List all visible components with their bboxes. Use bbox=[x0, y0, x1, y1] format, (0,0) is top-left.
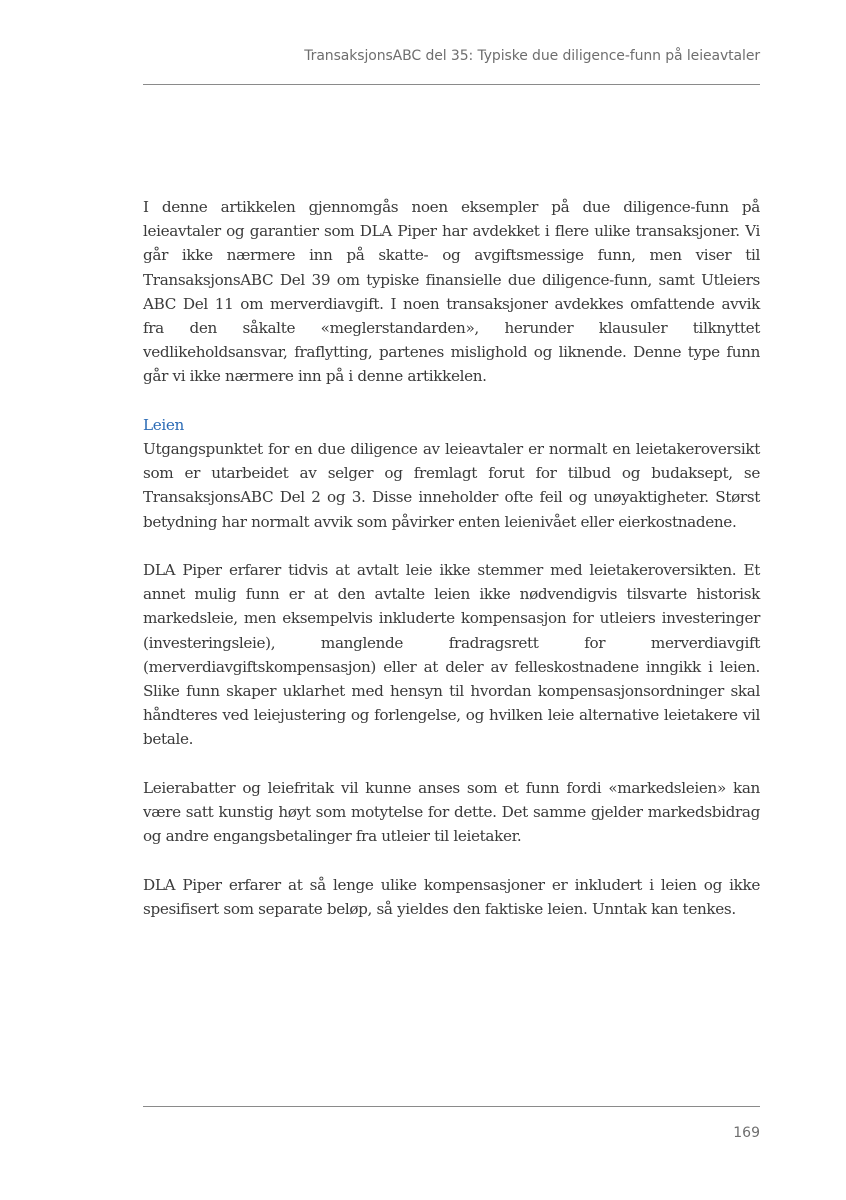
body-paragraph: Utgangspunktet for en due diligence av leieavtaler er normalt en leietakeroversikt som er utarbeidet av selger og fremlagt forut for tilbud og budaksept, se TransaksjonsABC Del 2 og 3. Disse inneholder ofte feil og unøyaktigheter. Størst betydning har normalt avvik som påvirker enten leienivået eller eierkostnadene. bbox=[143, 440, 760, 531]
header-rule bbox=[143, 84, 760, 85]
body-paragraph: DLA Piper erfarer tidvis at avtalt leie ikke stemmer med leietakeroversikten. Et annet mulig funn er at den avtalte leien ikke nødvendigvis tilsvarte historisk markedsleie, men eksempelvis inkluderte kompensasjon for utleiers investeringer (investeringsleie), manglende fradragsrett for merverdiavgift (merverdiavgiftskompensasjon) eller at deler av felleskostnadene inngikk i leien. Slike funn skaper uklarhet med hensyn til hvordan kompensasjonsordninger skal håndteres ved leiejustering og forlengelse, og hvilken leie alternative leietakere vil betale. bbox=[143, 561, 760, 749]
running-header: TransaksjonsABC del 35: Typiske due diligence-funn på leieavtaler bbox=[304, 48, 760, 64]
body-paragraph: Leierabatter og leiefritak vil kunne anses som et funn fordi «markedsleien» kan være satt kunstig høyt som motytelse for dette. Det samme gjelder markedsbidrag og andre engangsbetalinger fra utleier til leietaker. bbox=[143, 778, 760, 846]
section-heading: Leien bbox=[143, 415, 184, 434]
intro-paragraph: I denne artikkelen gjennomgås noen eksempler på due diligence-funn på leieavtaler og garantier som DLA Piper har avdekket i flere ulike transaksjoner. Vi går ikke nærmere inn på skatte- og avgiftsmessige funn, men viser til TransaksjonsABC Del 39 om typiske finansielle due diligence-funn, samt Utleiers ABC Del 11 om merverdiavgift. I noen transaksjoner avdekkes omfattende avvik fra den såkalte «meglerstandarden», herunder klausuler tilknyttet vedlikeholdsansvar, fraflytting, partenes mislighold og liknende. Denne type funn går vi ikke nærmere inn på i denne artikkelen. bbox=[143, 198, 760, 386]
article-body bbox=[143, 195, 760, 921]
footer-rule bbox=[143, 1106, 760, 1107]
page-number: 169 bbox=[733, 1125, 760, 1141]
body-paragraph: DLA Piper erfarer at så lenge ulike kompensasjoner er inkludert i leien og ikke spesifisert som separate beløp, så yieldes den faktiske leien. Unntak kan tenkes. bbox=[143, 875, 760, 918]
